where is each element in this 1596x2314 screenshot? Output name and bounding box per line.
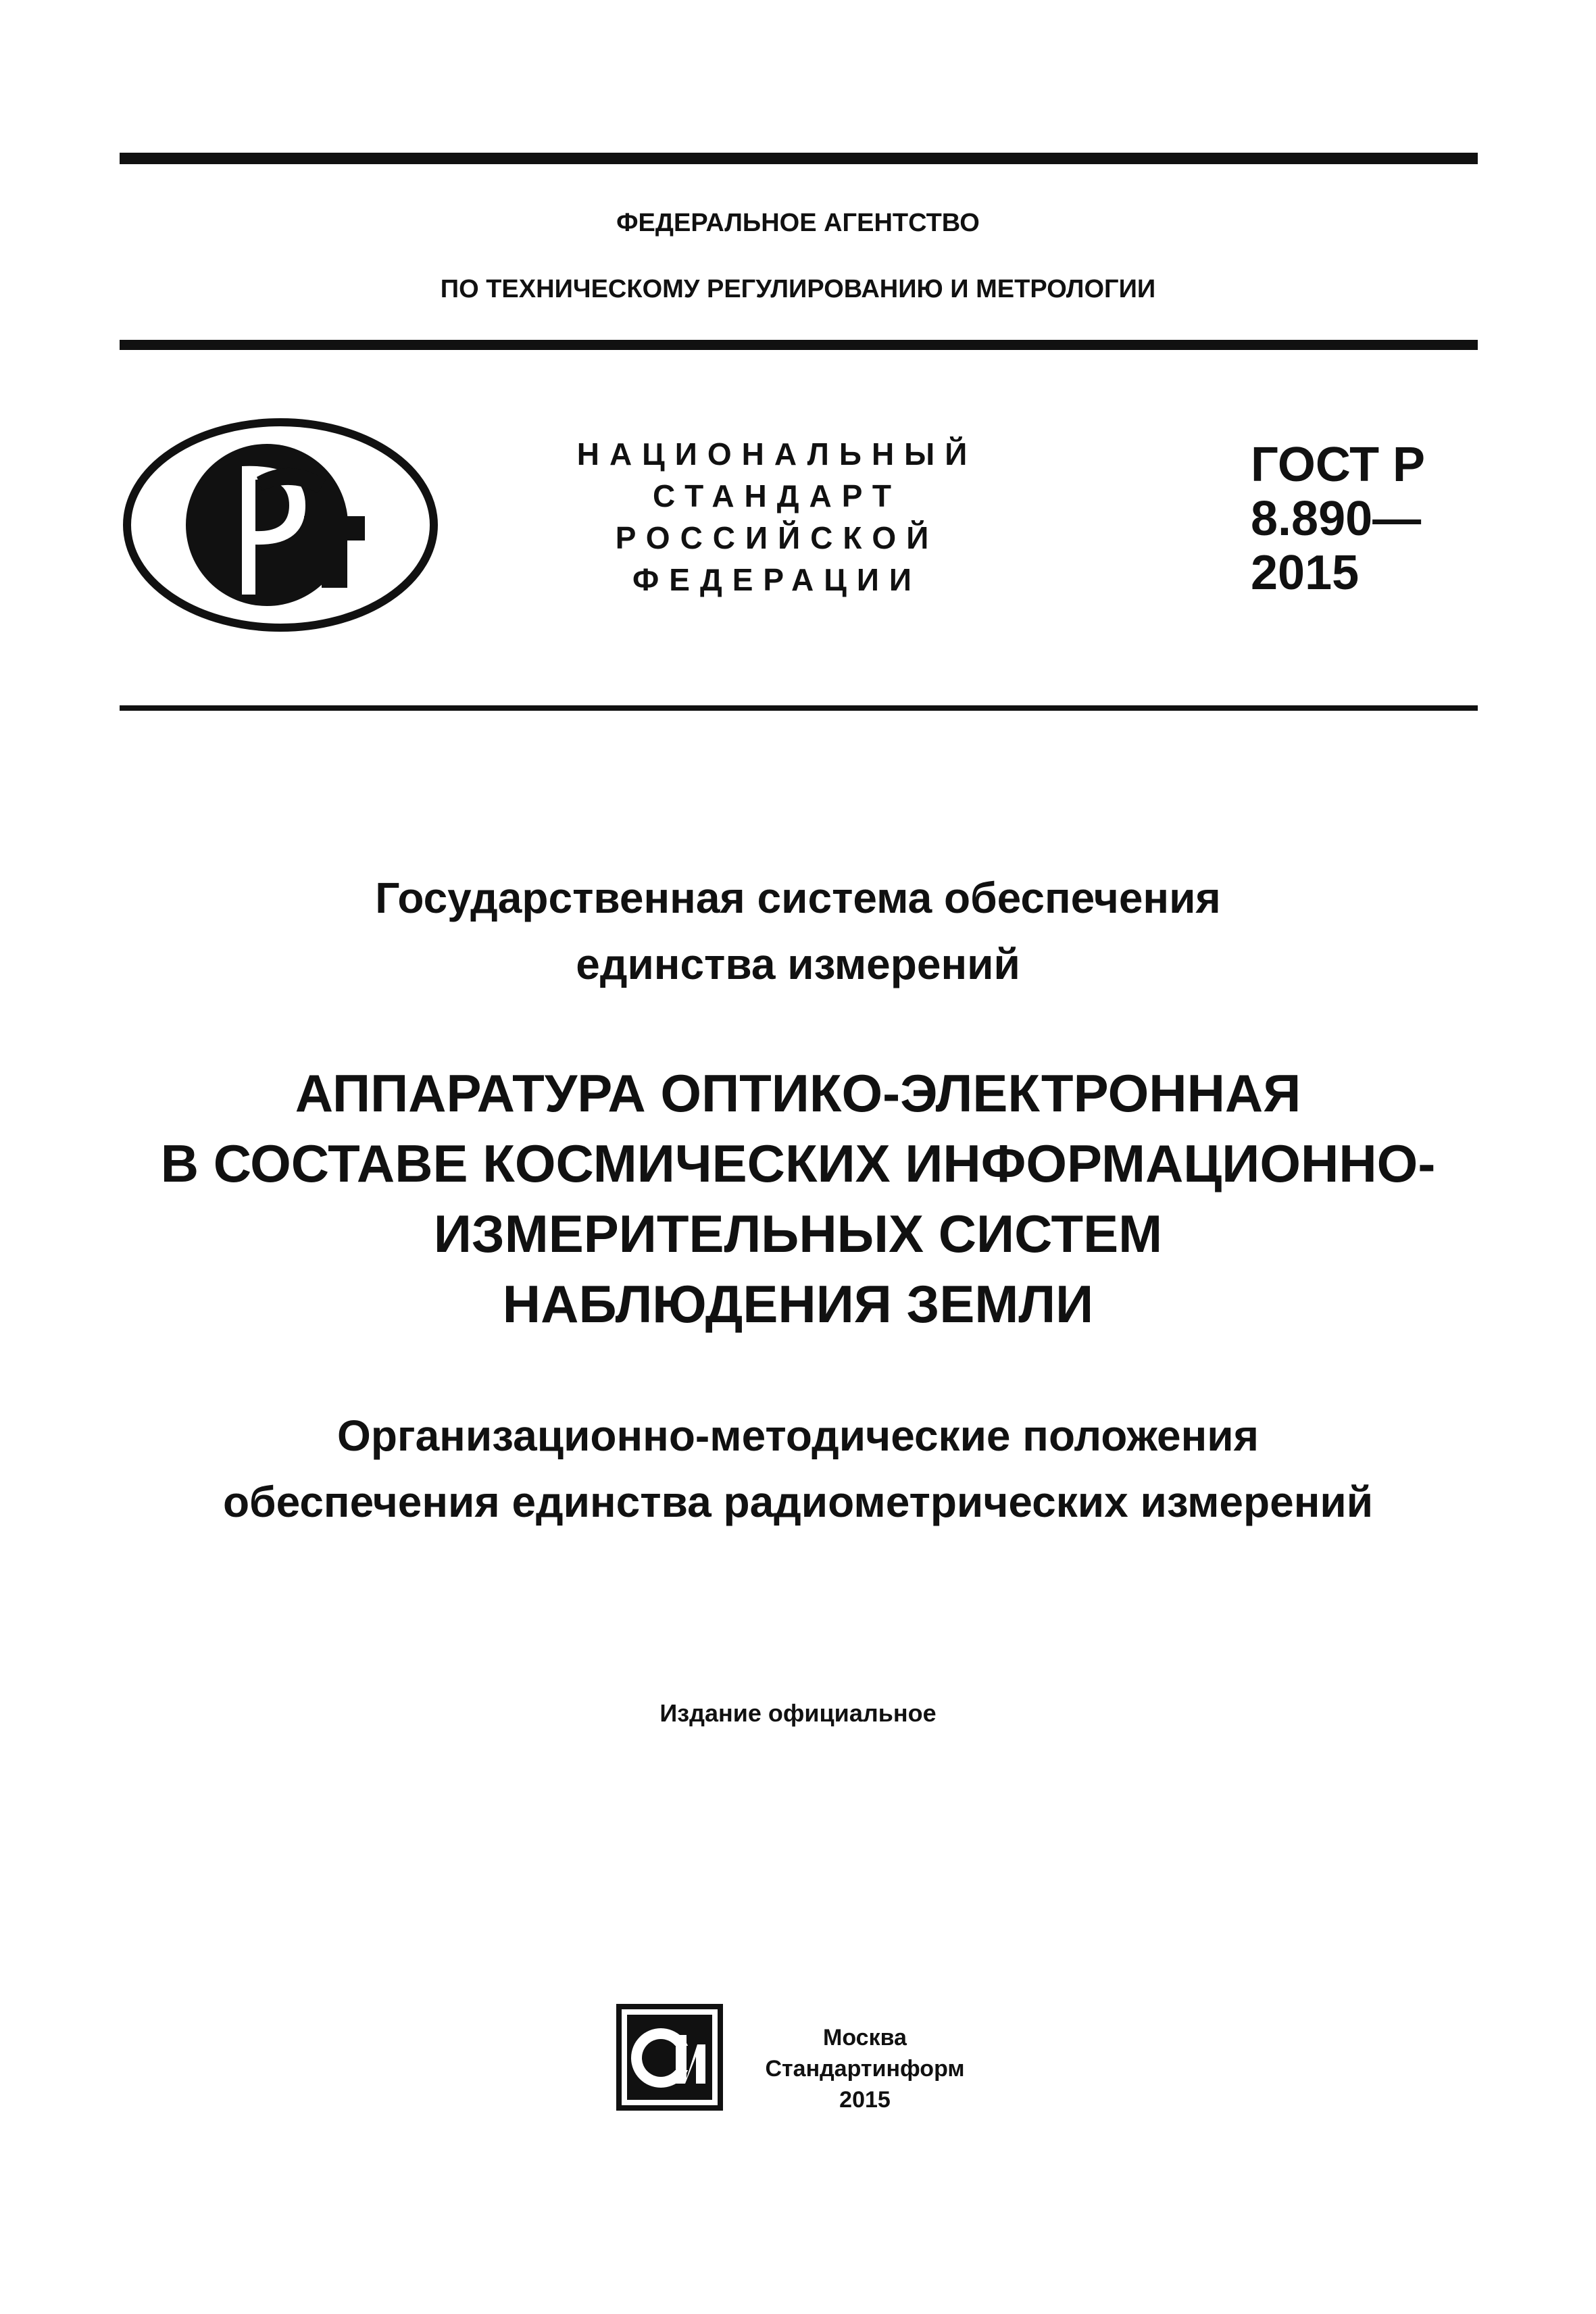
main-title-line: АППАРАТУРА ОПТИКО-ЭЛЕКТРОННАЯ <box>295 1063 1301 1123</box>
header-divider <box>120 340 1478 350</box>
series-title <box>0 865 1596 997</box>
standartinform-logo-icon <box>616 2004 724 2112</box>
subtitle-line: обеспечения единства радиометрических измерений <box>222 1478 1374 1526</box>
series-title-line: единства измерений <box>576 940 1020 988</box>
agency-name-line1: ФЕДЕРАЛЬНОЕ АГЕНТСТВО <box>616 209 980 237</box>
series-title-line: Государственная система обеспечения <box>375 874 1221 922</box>
subtitle <box>0 1403 1596 1535</box>
national-line: СТАНДАРТ <box>653 478 901 513</box>
standard-number-line: 8.890— <box>1251 492 1422 546</box>
subtitle-line: Организационно-методические положения <box>337 1411 1259 1460</box>
standard-number-line: ГОСТ Р <box>1251 438 1426 492</box>
top-divider <box>120 153 1478 164</box>
imprint-publisher: Стандартинформ <box>765 2056 965 2082</box>
national-line: НАЦИОНАЛЬНЫЙ <box>576 436 978 472</box>
national-line: РОССИЙСКОЙ <box>615 520 939 555</box>
gost-rst-emblem-icon <box>122 418 439 632</box>
imprint <box>730 2022 1000 2115</box>
agency-name-line2: ПО ТЕХНИЧЕСКОМУ РЕГУЛИРОВАНИЮ И МЕТРОЛОГИИ <box>440 275 1156 303</box>
main-title-line: НАБЛЮДЕНИЯ ЗЕМЛИ <box>502 1274 1094 1334</box>
standard-number-line: 2015 <box>1251 546 1360 600</box>
title-divider <box>120 705 1478 711</box>
main-title-line: ИЗМЕРИТЕЛЬНЫХ СИСТЕМ <box>433 1204 1163 1263</box>
main-title-line: В СОСТАВЕ КОСМИЧЕСКИХ ИНФОРМАЦИОННО- <box>160 1134 1436 1193</box>
edition-label: Издание официальное <box>659 1699 937 1727</box>
standard-number <box>1251 438 1425 600</box>
national-line: ФЕДЕРАЦИИ <box>632 562 922 597</box>
imprint-city: Москва <box>823 2025 907 2051</box>
national-standard-label <box>527 433 1027 601</box>
main-title <box>0 1058 1596 1339</box>
imprint-year: 2015 <box>839 2087 891 2113</box>
